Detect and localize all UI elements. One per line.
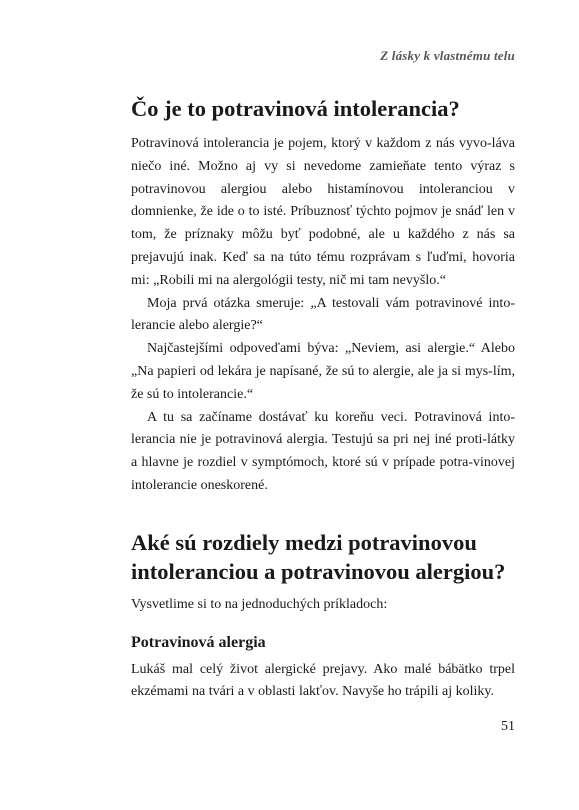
body-paragraph: Lukáš mal celý život alergické prejavy. Ako malé bábätko trpel ekzémami na tvári a v oblasti lakťov. Navyše ho trápili aj koliky. — [131, 661, 515, 700]
body-paragraph: Moja prvá otázka smeruje: „A testovali vám potravinové into-lerancie alebo alergie?“ — [131, 295, 515, 334]
running-header: Z lásky k vlastnému telu — [380, 48, 515, 63]
body-paragraph: Najčastejšími odpoveďami býva: „Neviem, asi alergie.“ Alebo „Na papieri od lekára je napísané, že sú to alergie, ale ja si mys-lím, že sú to intolerancie.“ — [131, 341, 515, 402]
heading-line: intoleranciou a potravinovou alergiou? — [131, 558, 506, 584]
intro-paragraph: Vysvetlime si to na jednoduchých príkladoch: — [131, 596, 388, 612]
section-heading-differences — [131, 528, 515, 586]
subsection-heading-food-allergy: Potravinová alergia — [131, 633, 266, 651]
page-content — [131, 94, 515, 704]
body-paragraph: A tu sa začíname dostávať ku koreňu veci. Potravinová into-lerancia nie je potravinová alergia. Testujú sa pri nej iné proti-látky a hlavne je rozdiel v symptómoch, ktoré sú v prípade potra-vinovej intolerancie oneskorené. — [131, 409, 515, 493]
heading-line: Aké sú rozdiely medzi potravinovou — [131, 529, 477, 555]
page-number: 51 — [501, 719, 515, 734]
body-paragraph: Potravinová intolerancia je pojem, ktorý v každom z nás vyvo-láva niečo iné. Možno aj vy si nevedome zamieňate tento výraz s potravinovou alergiou alebo histamínovou intoleranciou v domnienke, že ide o to isté. Príbuznosť týchto pojmov je snáď len v tom, že príznaky môžu byť podobné, ale u každého z nás sa prejavujú inak. Keď sa na túto tému rozprávam s ľuďmi, hovoria mi: „Robili mi na alergológii testy, nič mi tam nevyšlo.“ — [131, 136, 515, 288]
section-heading-food-intolerance: Čo je to potravinová intolerancia? — [131, 96, 460, 121]
